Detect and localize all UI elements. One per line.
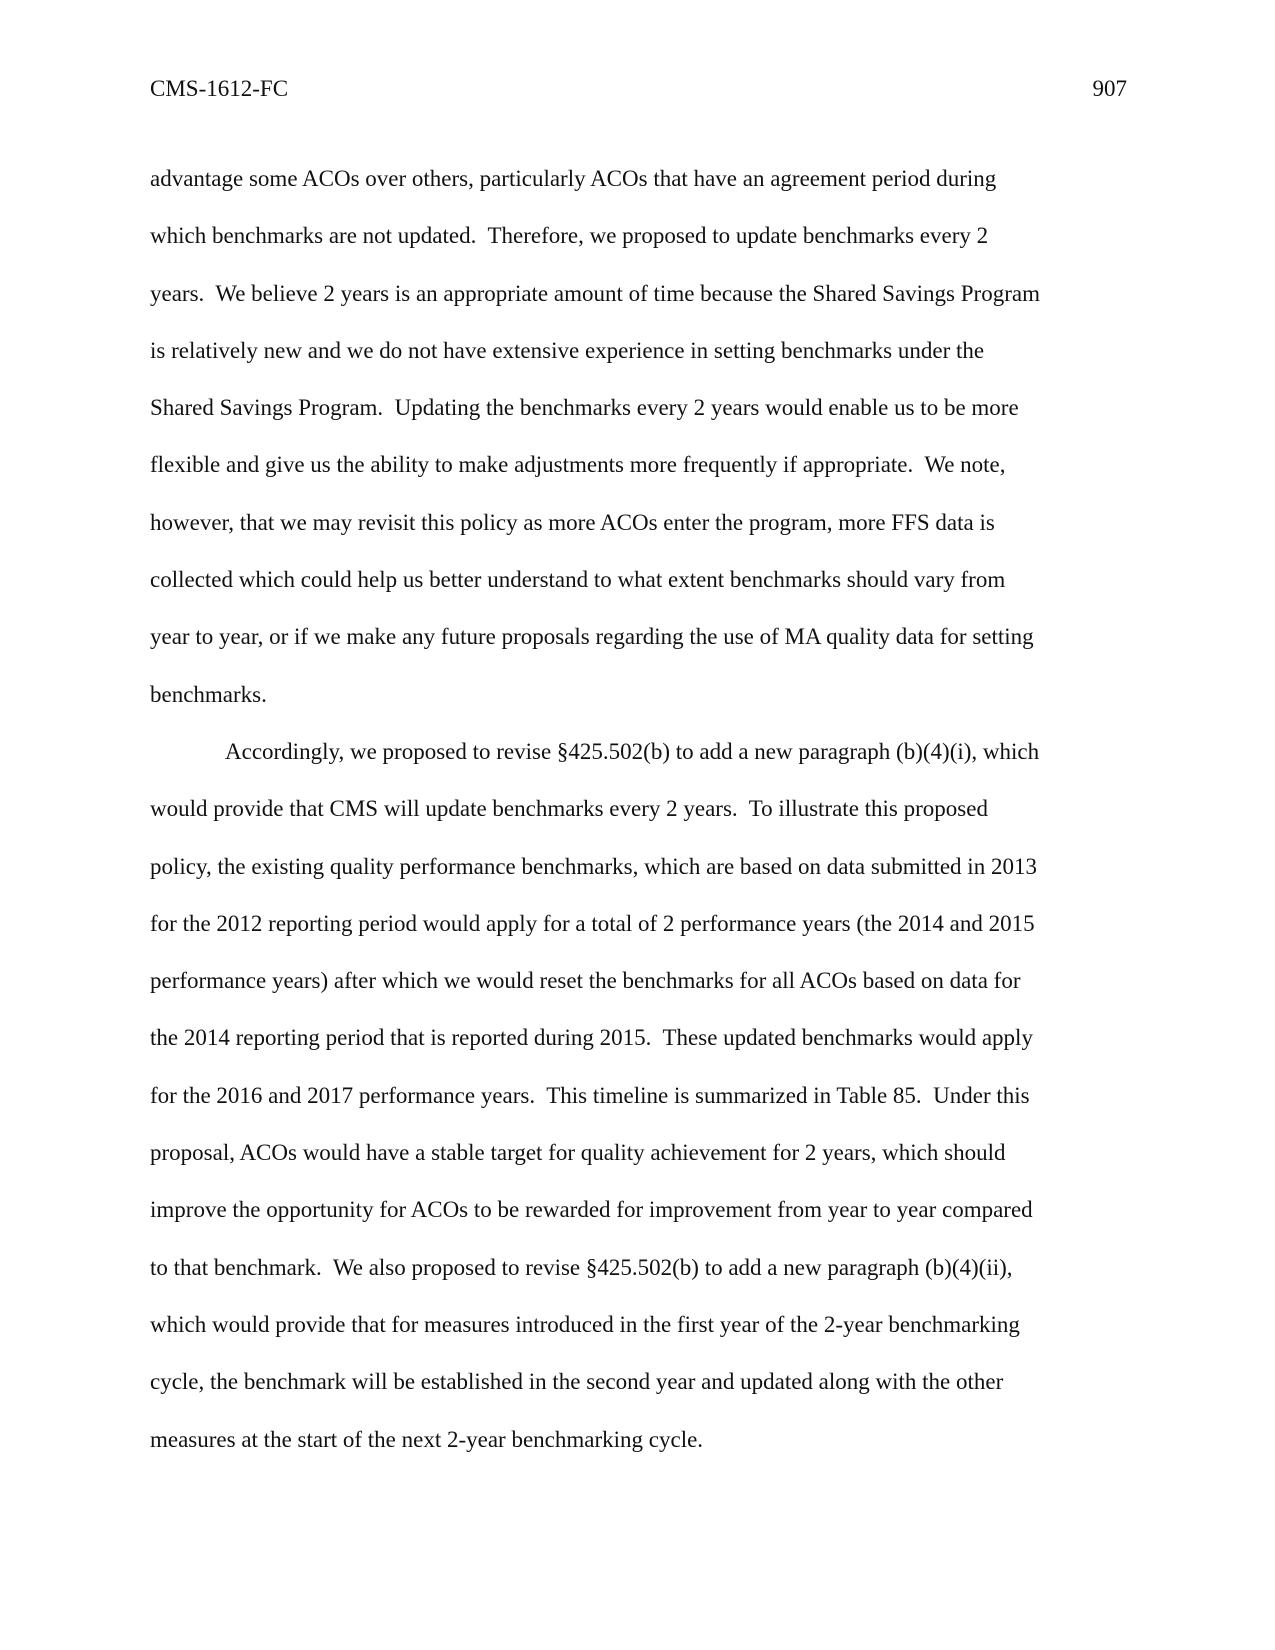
text-line: years. We believe 2 years is an appropriate amount of time because the Shared Savings Program xyxy=(150,280,1040,306)
text-line: would provide that CMS will update benchmarks every 2 years. To illustrate this proposed xyxy=(150,796,988,822)
paragraph-2 xyxy=(150,723,1130,1468)
text-line: year to year, or if we make any future proposals regarding the use of MA quality data for setting xyxy=(150,624,1034,650)
text-line: Shared Savings Program. Updating the benchmarks every 2 years would enable us to be more xyxy=(150,395,1019,421)
text-line: cycle, the benchmark will be established in the second year and updated along with the other xyxy=(150,1369,1004,1395)
text-line: is relatively new and we do not have extensive experience in setting benchmarks under the xyxy=(150,337,985,363)
text-line: for the 2016 and 2017 performance years. This timeline is summarized in Table 85. Under this xyxy=(150,1082,1030,1108)
paragraph-1 xyxy=(150,150,1130,723)
text-line: policy, the existing quality performance benchmarks, which are based on data submitted in 2013 xyxy=(150,853,1037,879)
document-id: CMS-1612-FC xyxy=(150,76,289,101)
document-body xyxy=(150,150,1130,1468)
text-line: benchmarks. xyxy=(150,681,267,707)
text-line: advantage some ACOs over others, particularly ACOs that have an agreement period during xyxy=(150,166,997,191)
text-line: however, that we may revisit this policy as more ACOs enter the program, more FFS data is xyxy=(150,509,995,535)
text-line: the 2014 reporting period that is reported during 2015. These updated benchmarks would apply xyxy=(150,1025,1033,1051)
text-line: proposal, ACOs would have a stable target for quality achievement for 2 years, which should xyxy=(150,1140,1006,1166)
text-line: flexible and give us the ability to make adjustments more frequently if appropriate. We note, xyxy=(150,452,1006,478)
text-line: which benchmarks are not updated. Therefore, we proposed to update benchmarks every 2 xyxy=(150,223,989,249)
text-line: to that benchmark. We also proposed to revise §425.502(b) to add a new paragraph (b)(4)(ii), xyxy=(150,1254,1013,1280)
text-line: improve the opportunity for ACOs to be rewarded for improvement from year to year compared xyxy=(150,1197,1033,1223)
text-line: collected which could help us better understand to what extent benchmarks should vary from xyxy=(150,567,1006,593)
text-line: measures at the start of the next 2-year benchmarking cycle. xyxy=(150,1426,704,1452)
text-line: for the 2012 reporting period would apply for a total of 2 performance years (the 2014 and 2015 xyxy=(150,910,1035,936)
text-line: Accordingly, we proposed to revise §425.502(b) to add a new paragraph (b)(4)(i), which xyxy=(225,738,1040,764)
page-number: 907 xyxy=(1092,76,1127,101)
text-line: which would provide that for measures introduced in the first year of the 2-year benchmarking xyxy=(150,1311,1020,1337)
text-line: performance years) after which we would reset the benchmarks for all ACOs based on data for xyxy=(150,968,1021,994)
